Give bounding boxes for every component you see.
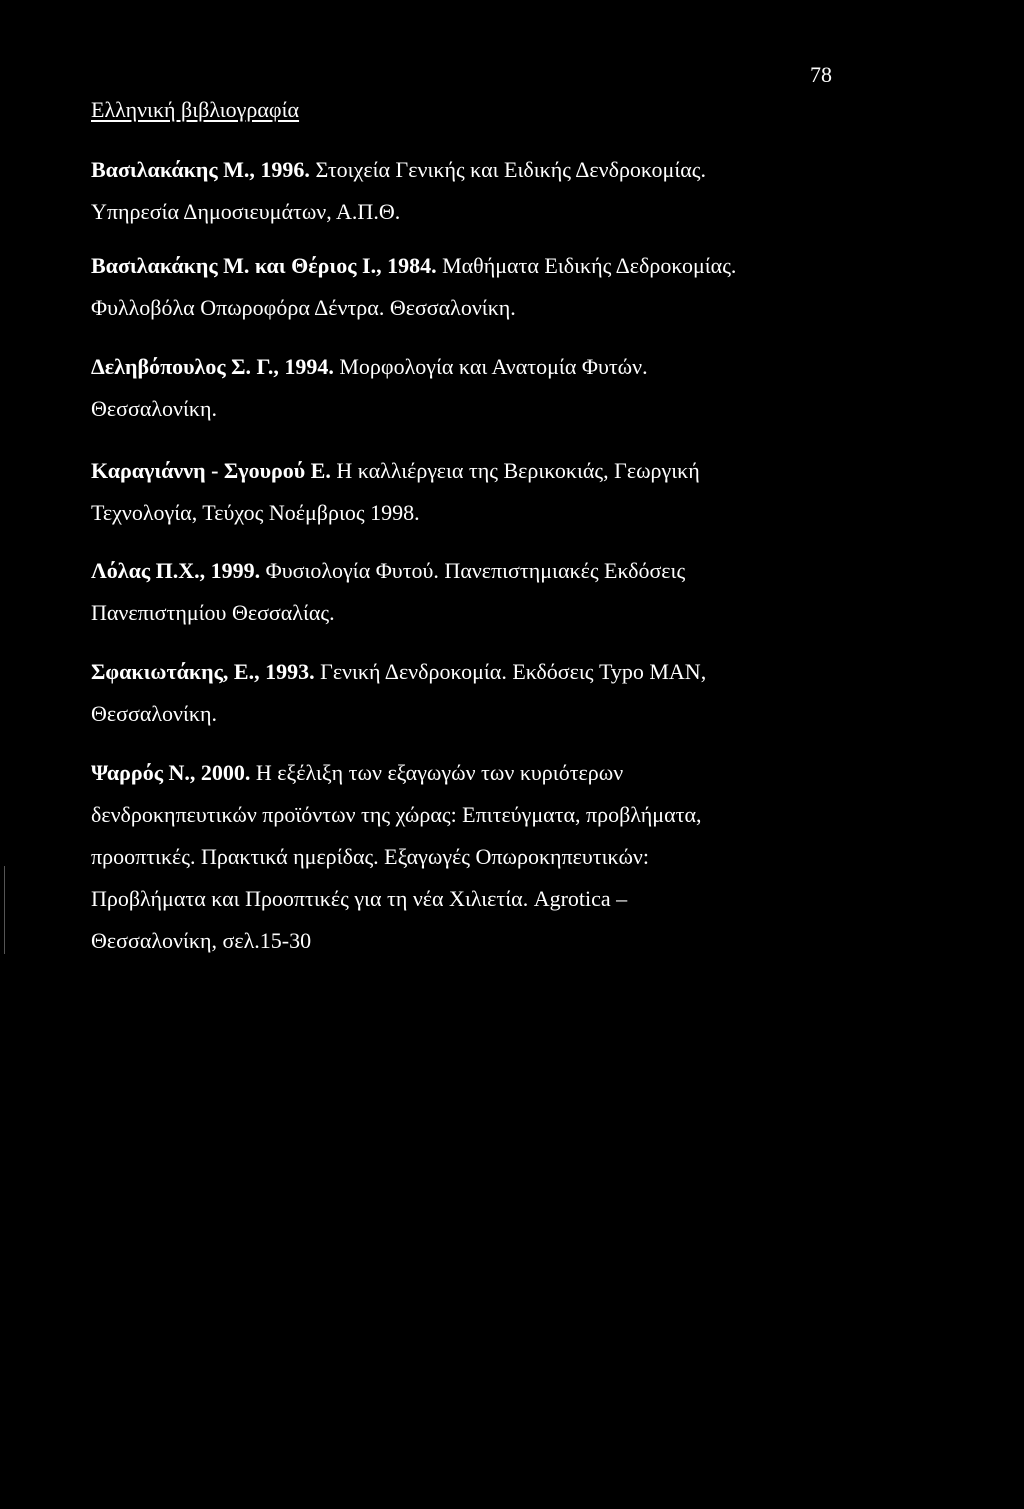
reference-text: Στοιχεία Γενικής και Ειδικής Δενδροκομίας. [315,157,706,182]
reference-text: Φυσιολογία Φυτού. Πανεπιστημιακές Εκδόσεις [265,558,686,583]
reference-entry [91,149,837,233]
reference-authors: Σφακιωτάκης, Ε., 1993. [91,659,315,684]
section-heading: Ελληνική βιβλιογραφία [91,97,300,122]
reference-text: Θεσσαλονίκη, σελ.15-30 [91,928,312,953]
reference-text: Η εξέλιξη των εξαγωγών των κυριότερων [255,760,624,785]
reference-entry [91,651,837,735]
reference-authors: Δεληβόπουλος Σ. Γ., 1994. [91,354,334,379]
reference-text: δενδροκηπευτικών προϊόντων της χώρας: Επιτεύγματα, προβλήματα, [91,802,702,827]
reference-text: Μορφολογία και Ανατομία Φυτών. [339,354,648,379]
reference-text: Φυλλοβόλα Οπωροφόρα Δέντρα. Θεσσαλονίκη. [91,295,516,320]
reference-text: Θεσσαλονίκη. [91,396,217,421]
reference-text: Μαθήματα Ειδικής Δεδροκομίας. [442,253,737,278]
scan-edge-line [4,866,5,954]
reference-text: Υπηρεσία Δημοσιευμάτων, Α.Π.Θ. [91,199,401,224]
page-number: 78 [810,62,832,87]
reference-authors: Βασιλακάκης Μ. και Θέριος Ι., 1984. [91,253,437,278]
reference-text: Προβλήματα και Προοπτικές για τη νέα Χιλιετία. Agrotica – [91,886,628,911]
reference-authors: Λόλας Π.Χ., 1999. [91,558,261,583]
reference-authors: Βασιλακάκης Μ., 1996. [91,157,310,182]
reference-authors: Ψαρρός Ν., 2000. [91,760,251,785]
reference-entry [91,550,837,634]
reference-entry [91,346,837,430]
reference-text: Θεσσαλονίκη. [91,701,217,726]
reference-text: Πανεπιστημίου Θεσσαλίας. [91,600,335,625]
reference-text: Γενική Δενδροκομία. Εκδόσεις Typo MAN, [320,659,707,684]
reference-text: Η καλλιέργεια της Βερικοκιάς, Γεωργική [336,458,700,483]
reference-entry [91,450,837,534]
reference-text: προοπτικές. Πρακτικά ημερίδας. Εξαγωγές Οπωροκηπευτικών: [91,844,649,869]
reference-entry [91,752,837,962]
reference-text: Τεχνολογία, Τεύχος Νοέμβριος 1998. [91,500,420,525]
reference-entry [91,245,837,329]
reference-authors: Καραγιάννη - Σγουρού Ε. [91,458,331,483]
